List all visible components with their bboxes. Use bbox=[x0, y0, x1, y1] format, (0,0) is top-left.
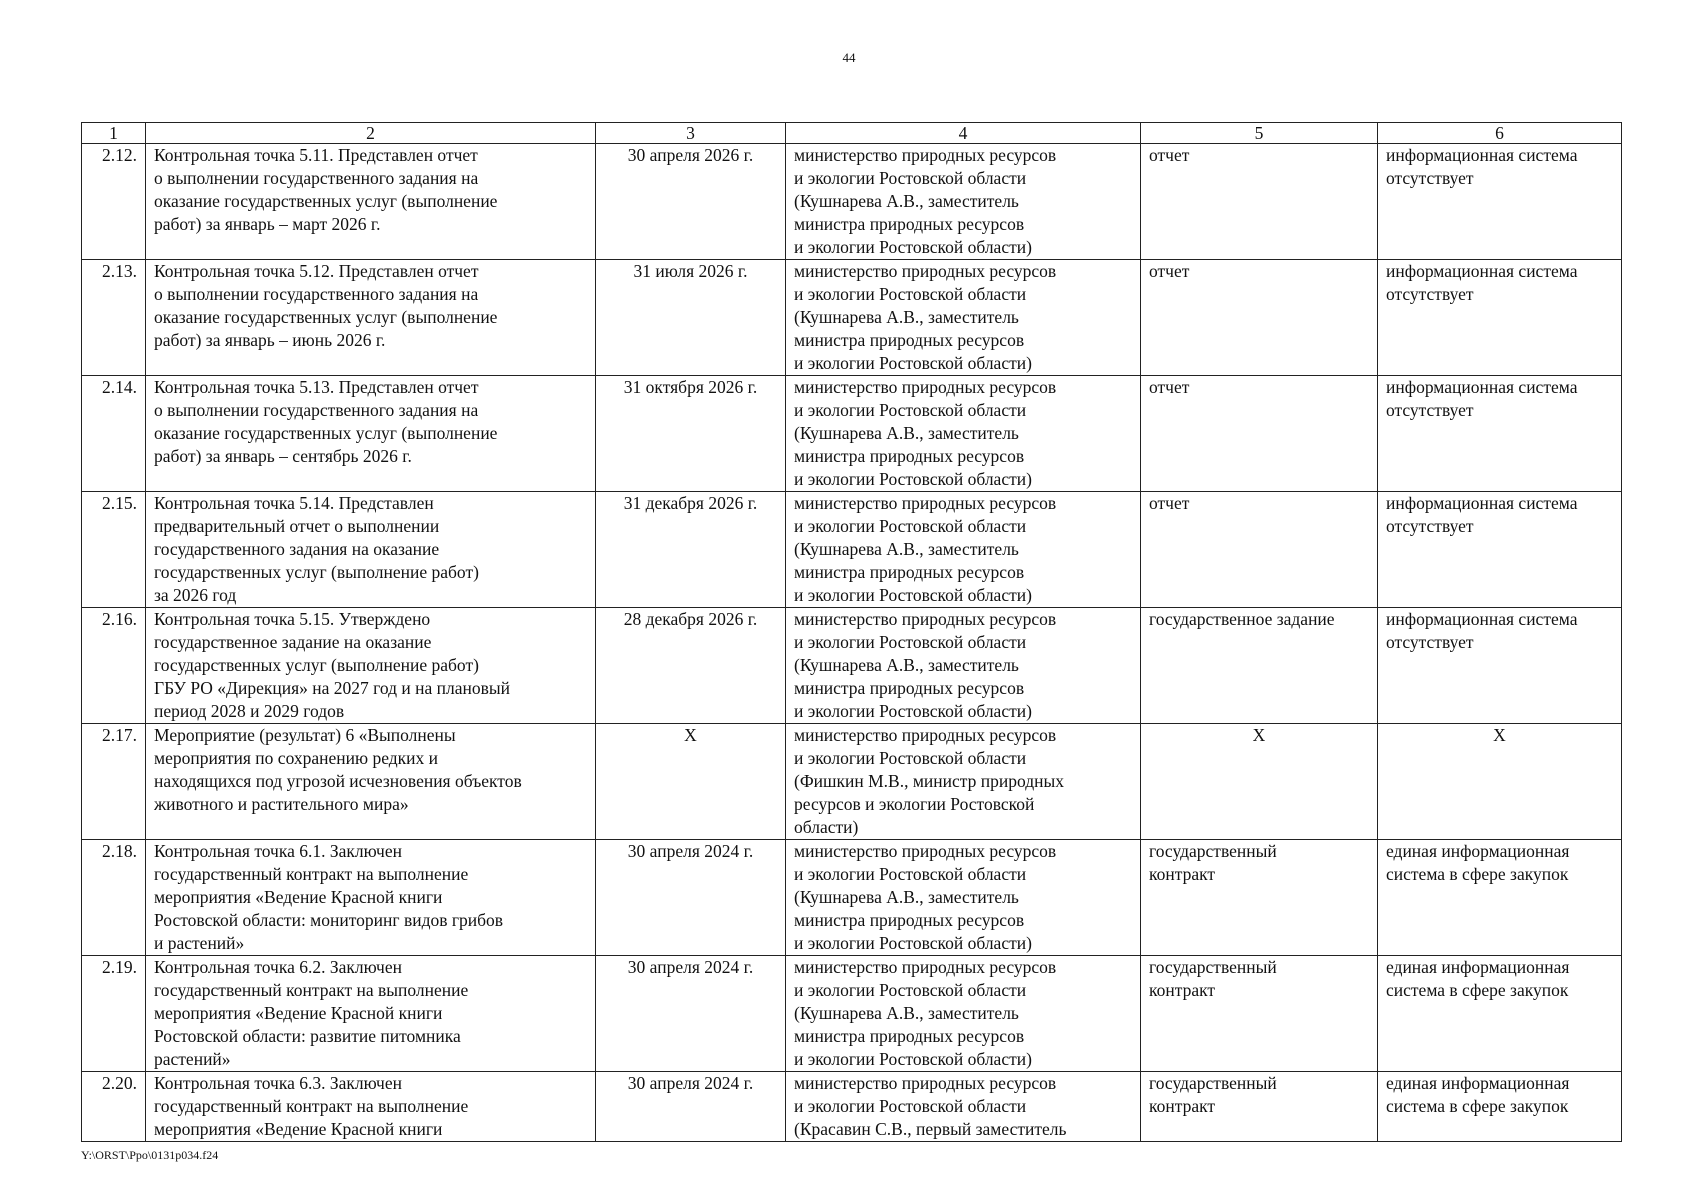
column-number: 4 bbox=[786, 123, 1141, 144]
row-deadline: 31 октября 2026 г. bbox=[596, 376, 786, 492]
row-number: 2.15. bbox=[82, 492, 146, 608]
table-row bbox=[82, 492, 1622, 608]
row-document-type: отчет bbox=[1141, 144, 1378, 260]
row-description: Мероприятие (результат) 6 «Выполнены мероприятия по сохранению редких и находящихся под угрозой исчезновения объектов животного и растительного мира» bbox=[146, 724, 596, 840]
file-path-footer: Y:\ORST\Ppo\0131p034.f24 bbox=[81, 1148, 219, 1162]
table-row bbox=[82, 956, 1622, 1072]
row-responsible: министерство природных ресурсов и экологии Ростовской области (Кушнарева А.В., заместитель министра природных ресурсов и экологии Ростовской области) bbox=[786, 608, 1141, 724]
row-document-type: отчет bbox=[1141, 376, 1378, 492]
row-responsible: министерство природных ресурсов и экологии Ростовской области (Кушнарева А.В., заместитель министра природных ресурсов и экологии Ростовской области) bbox=[786, 492, 1141, 608]
row-responsible: министерство природных ресурсов и экологии Ростовской области (Фишкин М.В., министр природных ресурсов и экологии Ростовской области) bbox=[786, 724, 1141, 840]
plan-table bbox=[81, 122, 1622, 1142]
table-row bbox=[82, 1072, 1622, 1142]
row-information-system: информационная система отсутствует bbox=[1378, 144, 1622, 260]
row-number: 2.13. bbox=[82, 260, 146, 376]
row-information-system: информационная система отсутствует bbox=[1378, 608, 1622, 724]
row-description: Контрольная точка 5.13. Представлен отчет о выполнении государственного задания на оказание государственных услуг (выполнение работ) за январь – сентябрь 2026 г. bbox=[146, 376, 596, 492]
table-row bbox=[82, 376, 1622, 492]
row-description: Контрольная точка 6.1. Заключен государственный контракт на выполнение мероприятия «Ведение Красной книги Ростовской области: мониторинг видов грибов и растений» bbox=[146, 840, 596, 956]
row-deadline: 30 апреля 2024 г. bbox=[596, 1072, 786, 1142]
column-number: 6 bbox=[1378, 123, 1622, 144]
row-description: Контрольная точка 5.11. Представлен отчет о выполнении государственного задания на оказание государственных услуг (выполнение работ) за январь – март 2026 г. bbox=[146, 144, 596, 260]
row-document-type: отчет bbox=[1141, 260, 1378, 376]
row-deadline: 28 декабря 2026 г. bbox=[596, 608, 786, 724]
row-responsible: министерство природных ресурсов и экологии Ростовской области (Кушнарева А.В., заместитель министра природных ресурсов и экологии Ростовской области) bbox=[786, 956, 1141, 1072]
column-number: 3 bbox=[596, 123, 786, 144]
row-description: Контрольная точка 6.3. Заключен государственный контракт на выполнение мероприятия «Ведение Красной книги bbox=[146, 1072, 596, 1142]
row-number: 2.20. bbox=[82, 1072, 146, 1142]
row-description: Контрольная точка 5.12. Представлен отчет о выполнении государственного задания на оказание государственных услуг (выполнение работ) за январь – июнь 2026 г. bbox=[146, 260, 596, 376]
row-responsible: министерство природных ресурсов и экологии Ростовской области (Кушнарева А.В., заместитель министра природных ресурсов и экологии Ростовской области) bbox=[786, 144, 1141, 260]
row-document-type: государственный контракт bbox=[1141, 956, 1378, 1072]
row-number: 2.19. bbox=[82, 956, 146, 1072]
row-responsible: министерство природных ресурсов и экологии Ростовской области (Кушнарева А.В., заместитель министра природных ресурсов и экологии Ростовской области) bbox=[786, 376, 1141, 492]
row-deadline: X bbox=[596, 724, 786, 840]
row-document-type: государственное задание bbox=[1141, 608, 1378, 724]
column-number: 2 bbox=[146, 123, 596, 144]
row-number: 2.17. bbox=[82, 724, 146, 840]
row-deadline: 31 июля 2026 г. bbox=[596, 260, 786, 376]
row-information-system: единая информационная система в сфере закупок bbox=[1378, 840, 1622, 956]
page-number: 44 bbox=[842, 50, 856, 65]
table-row bbox=[82, 144, 1622, 260]
column-number-row bbox=[82, 123, 1622, 144]
row-document-type: государственный контракт bbox=[1141, 840, 1378, 956]
table-row bbox=[82, 840, 1622, 956]
row-information-system: X bbox=[1378, 724, 1622, 840]
row-responsible: министерство природных ресурсов и экологии Ростовской области (Кушнарева А.В., заместитель министра природных ресурсов и экологии Ростовской области) bbox=[786, 260, 1141, 376]
row-description: Контрольная точка 6.2. Заключен государственный контракт на выполнение мероприятия «Ведение Красной книги Ростовской области: развитие питомника растений» bbox=[146, 956, 596, 1072]
row-deadline: 31 декабря 2026 г. bbox=[596, 492, 786, 608]
table-row bbox=[82, 724, 1622, 840]
row-number: 2.18. bbox=[82, 840, 146, 956]
row-deadline: 30 апреля 2024 г. bbox=[596, 956, 786, 1072]
row-information-system: единая информационная система в сфере закупок bbox=[1378, 1072, 1622, 1142]
row-responsible: министерство природных ресурсов и экологии Ростовской области (Кушнарева А.В., заместитель министра природных ресурсов и экологии Ростовской области) bbox=[786, 840, 1141, 956]
row-document-type: государственный контракт bbox=[1141, 1072, 1378, 1142]
row-deadline: 30 апреля 2026 г. bbox=[596, 144, 786, 260]
row-description: Контрольная точка 5.15. Утверждено государственное задание на оказание государственных услуг (выполнение работ) ГБУ РО «Дирекция» на 2027 год и на плановый период 2028 и 2029 годов bbox=[146, 608, 596, 724]
row-information-system: единая информационная система в сфере закупок bbox=[1378, 956, 1622, 1072]
row-document-type: отчет bbox=[1141, 492, 1378, 608]
table-row bbox=[82, 608, 1622, 724]
row-information-system: информационная система отсутствует bbox=[1378, 376, 1622, 492]
row-deadline: 30 апреля 2024 г. bbox=[596, 840, 786, 956]
row-responsible: министерство природных ресурсов и экологии Ростовской области (Красавин С.В., первый заместитель bbox=[786, 1072, 1141, 1142]
column-number: 1 bbox=[82, 123, 146, 144]
row-information-system: информационная система отсутствует bbox=[1378, 492, 1622, 608]
row-number: 2.12. bbox=[82, 144, 146, 260]
row-information-system: информационная система отсутствует bbox=[1378, 260, 1622, 376]
row-number: 2.14. bbox=[82, 376, 146, 492]
row-document-type: X bbox=[1141, 724, 1378, 840]
table-row bbox=[82, 260, 1622, 376]
row-description: Контрольная точка 5.14. Представлен предварительный отчет о выполнении государственного задания на оказание государственных услуг (выполнение работ) за 2026 год bbox=[146, 492, 596, 608]
column-number: 5 bbox=[1141, 123, 1378, 144]
row-number: 2.16. bbox=[82, 608, 146, 724]
